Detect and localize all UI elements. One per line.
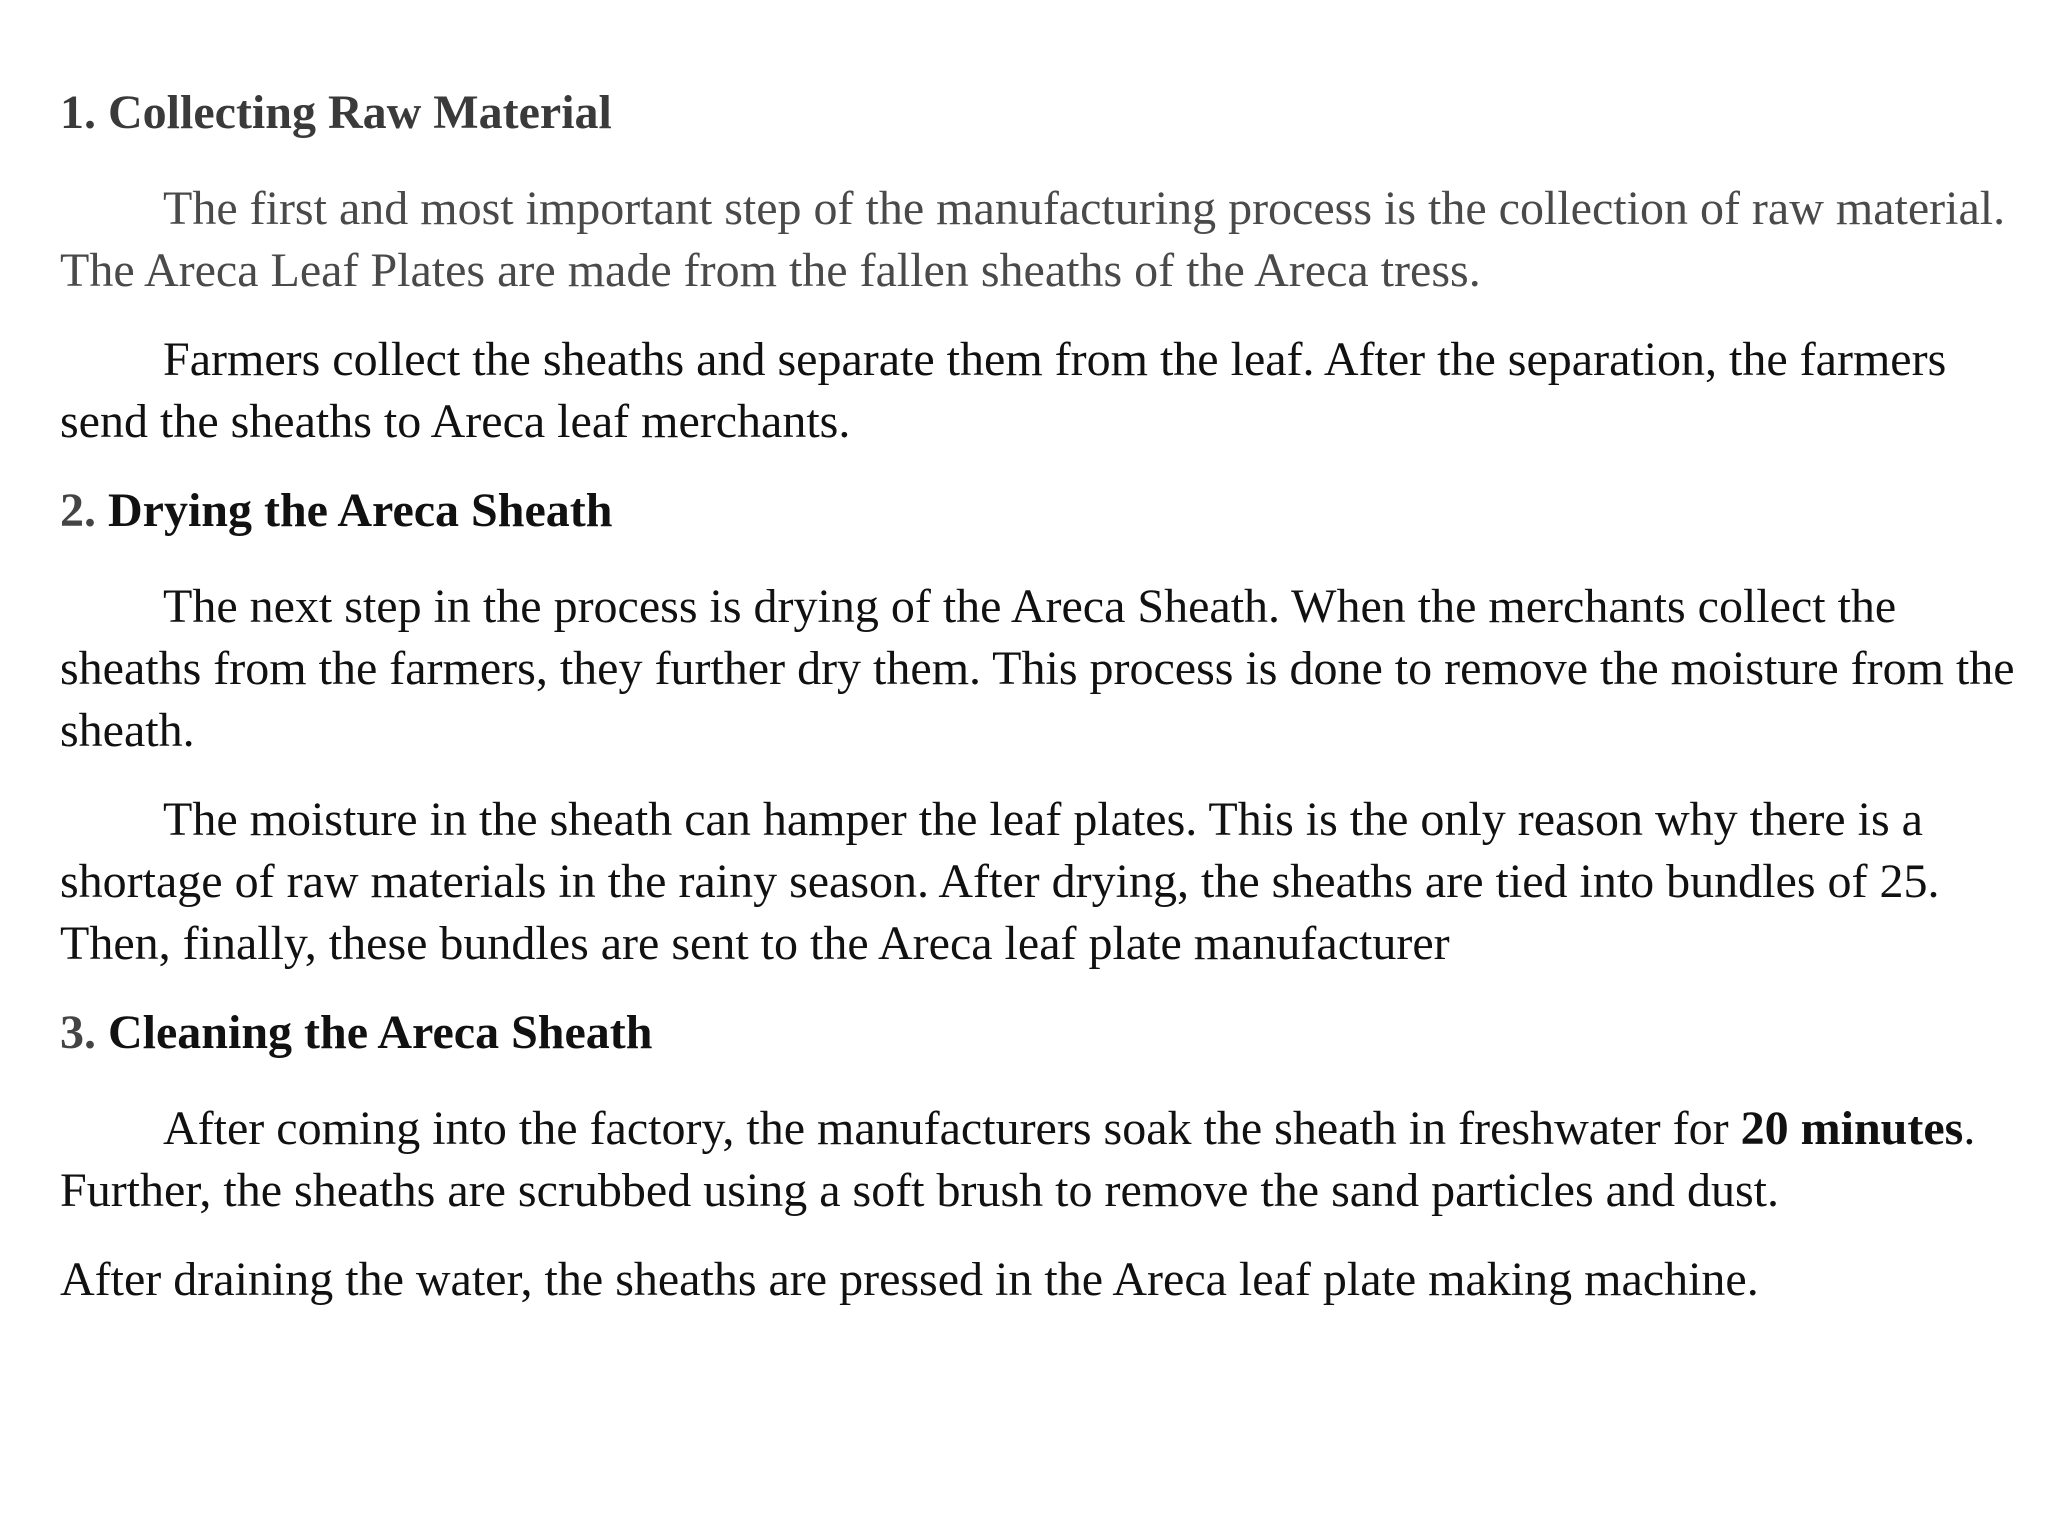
section-3-paragraph-1-bold: 20 minutes: [1740, 1102, 1964, 1155]
section-1-title: Collecting Raw Material: [108, 86, 612, 139]
section-1-paragraph-1: The first and most important step of the manufacturing process is the collection of raw material. The Areca Leaf Plates are made from the fallen sheaths of the Areca tress.: [60, 182, 2006, 297]
section-3-paragraph-2: After draining the water, the sheaths are pressed in the Areca leaf plate making machine.: [60, 1253, 1759, 1306]
section-3-heading: [60, 1002, 2020, 1064]
section-3-paragraph-1: [60, 1098, 2020, 1222]
section-3-paragraph-1-text-a: After coming into the factory, the manufacturers soak the sheath in freshwater for: [163, 1102, 1741, 1155]
section-2-heading: [60, 480, 2020, 542]
section-3-number: 3.: [60, 1006, 96, 1059]
section-1-paragraph-2: Farmers collect the sheaths and separate them from the leaf. After the separation, the farmers send the sheaths to Areca leaf merchants.: [60, 333, 1947, 448]
document-body: [60, 82, 2020, 1338]
section-3-title: Cleaning the Areca Sheath: [108, 1006, 653, 1059]
section-2-title: Drying the Areca Sheath: [108, 484, 613, 537]
section-3-paragraph-1-text-b: . Further, the sheaths are scrubbed using a soft brush to remove the sand particles and dust.: [60, 1102, 1976, 1217]
section-1-heading: [60, 82, 2020, 144]
section-2-number: 2.: [60, 484, 96, 537]
section-1-number: 1.: [60, 86, 96, 139]
section-2-paragraph-2: The moisture in the sheath can hamper the leaf plates. This is the only reason why there is a shortage of raw materials in the rainy season. After drying, the sheaths are tied into bundles of 25. Then, finally, these bundles are sent to the Areca leaf plate manufacturer: [60, 793, 1940, 970]
section-2-paragraph-1: The next step in the process is drying of the Areca Sheath. When the merchants collect the sheaths from the farmers, they further dry them. This process is done to remove the moisture from the sheath.: [60, 580, 2015, 757]
